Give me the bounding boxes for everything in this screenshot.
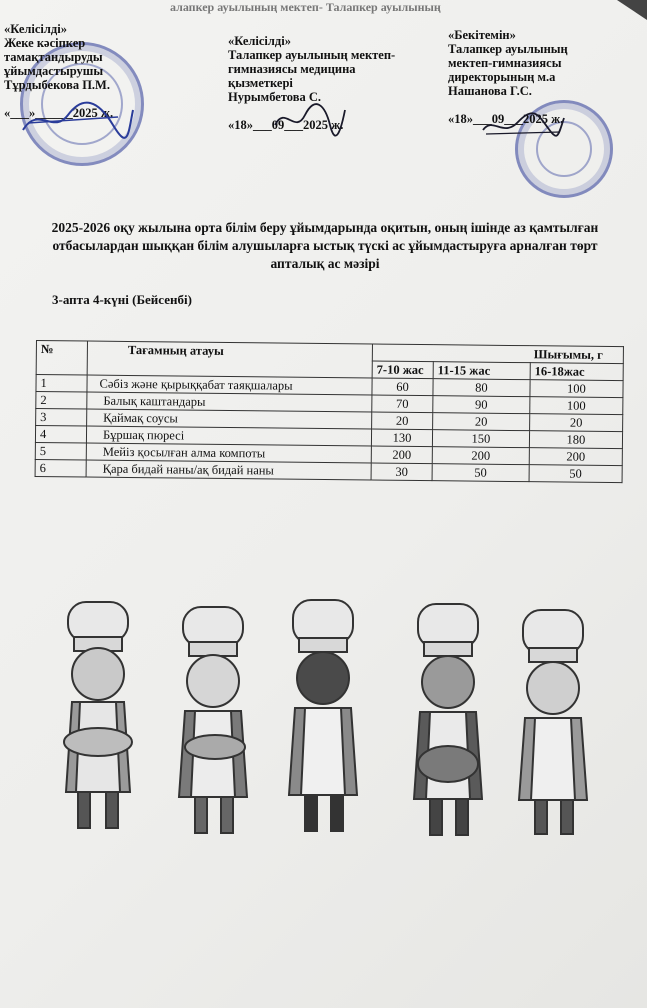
cell-yield-11-15: 80	[433, 379, 530, 397]
chef-kid-4	[414, 604, 482, 835]
cell-yield-11-15: 20	[433, 413, 530, 431]
chef-kids-illustration	[50, 592, 610, 852]
header-yield: Шығымы, г	[372, 344, 623, 364]
cell-dish-name: Балық каштандары	[87, 392, 372, 412]
approval-line: ұйымдастырушы	[4, 64, 104, 78]
cell-dish-name: Қаймақ соусы	[87, 409, 372, 429]
approval-heading: «Келісілді»	[4, 22, 67, 36]
approval-line: Нурымбетова С.	[228, 90, 322, 104]
chef-kid-1	[64, 602, 132, 828]
approval-heading: «Келісілді»	[228, 34, 291, 48]
week-day-label: 3-апта 4-күні (Бейсенбі)	[52, 292, 192, 307]
cell-yield-7-10: 20	[372, 412, 433, 430]
cell-yield-16-18: 180	[529, 431, 622, 449]
approval-date: «___»______2025 ж.	[4, 106, 114, 120]
cell-yield-16-18: 200	[529, 448, 622, 466]
header-age-11-15: 11-15 жас	[433, 362, 530, 380]
cell-dish-name: Мейіз қосылған алма компоты	[86, 443, 371, 463]
menu-table	[35, 340, 624, 483]
approval-line: Талапкер ауылының мектеп-	[228, 48, 396, 62]
cell-number: 4	[35, 426, 86, 444]
cell-yield-7-10: 60	[372, 378, 433, 396]
header-number: №	[36, 341, 87, 376]
cell-yield-7-10: 130	[371, 429, 432, 447]
approval-line: қызметкері	[228, 76, 293, 90]
approval-line: Жеке кәсіпкер	[4, 36, 86, 50]
cell-yield-7-10: 30	[371, 463, 432, 481]
chef-kid-2	[179, 607, 247, 833]
cell-yield-7-10: 200	[371, 446, 432, 464]
header-age-16-18: 16-18жас	[530, 363, 623, 381]
cell-dish-name: Бұршақ пюресі	[86, 426, 371, 446]
cell-yield-16-18: 20	[529, 414, 622, 432]
page-corner-shadow	[617, 0, 647, 20]
approval-line: Талапкер ауылының	[448, 42, 568, 56]
cell-yield-11-15: 50	[432, 464, 529, 482]
signature-right	[478, 108, 568, 143]
cell-number: 2	[36, 392, 87, 410]
cell-dish-name: Қара бидай наны/ақ бидай наны	[86, 460, 371, 480]
cell-yield-16-18: 50	[529, 465, 622, 483]
chef-kid-3	[289, 600, 357, 831]
chef-kid-5	[519, 610, 587, 834]
cell-number: 5	[35, 442, 86, 460]
bleed-through-text: алапкер ауылының мектеп- Талапкер ауылының	[170, 0, 441, 14]
cell-yield-11-15: 90	[433, 396, 530, 414]
cell-yield-7-10: 70	[372, 395, 433, 413]
approval-line: тамақтандыруды	[4, 50, 103, 64]
approval-line: Тұрдыбекова П.М.	[4, 78, 110, 92]
cell-number: 3	[36, 409, 87, 427]
cell-number: 6	[35, 459, 86, 477]
approval-line: мектеп-гимназиясы	[448, 56, 562, 70]
approval-line: гимназиясы медицина	[228, 62, 356, 76]
signature-left	[18, 95, 138, 145]
cell-yield-11-15: 150	[432, 430, 529, 448]
cell-dish-name: Сәбіз және қырыққабат таяқшалары	[87, 375, 372, 395]
signature-middle	[270, 100, 350, 140]
table-header-row	[36, 341, 623, 364]
approval-line: Нашанова Г.С.	[448, 84, 532, 98]
approval-date: «18»___09___2025 ж.	[228, 118, 344, 132]
approval-heading: «Бекітемін»	[448, 28, 516, 42]
approval-line: директорының м.а	[448, 70, 556, 84]
cell-yield-16-18: 100	[530, 397, 623, 415]
approval-date: «18»___09___2025 ж.	[448, 112, 564, 126]
cell-number: 1	[36, 375, 87, 393]
header-dish-name: Тағамның атауы	[87, 341, 372, 378]
document-title: 2025-2026 оқу жылына орта білім беру ұйымдарында оқитын, оның ішінде аз қамтылған отбасылардан шыққан білім алушыларға ыстық түскі ас ұйымдастыруға арналған төрт апталық ас мәзірі	[51, 220, 599, 271]
cell-yield-16-18: 100	[530, 380, 623, 398]
header-age-7-10: 7-10 жас	[372, 361, 433, 379]
cell-yield-11-15: 200	[432, 447, 529, 465]
